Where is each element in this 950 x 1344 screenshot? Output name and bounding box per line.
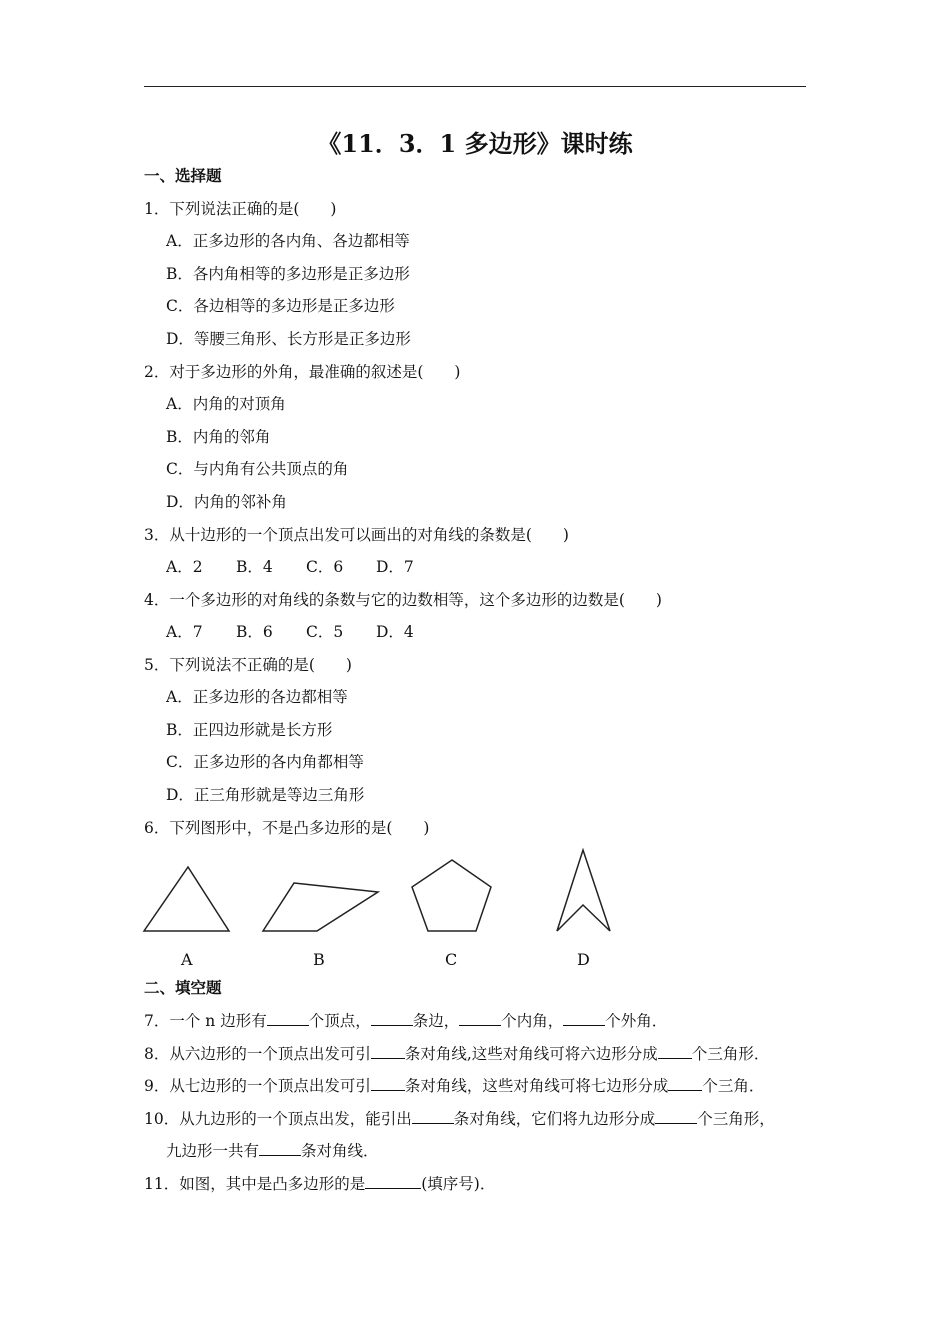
question-1-option-d: D．等腰三角形、长方形是正多边形 [166,330,411,348]
question-6-stem: 6．下列图形中，不是凸多边形的是( ) [144,819,430,837]
question-1-stem: 1．下列说法正确的是( ) [144,200,337,218]
question-7-text-3: 条边， [412,1012,460,1030]
question-10-line-1 [144,1109,775,1129]
question-5-stem: 5．下列说法不正确的是( ) [144,656,352,674]
question-1-option-b: B．各内角相等的多边形是正多边形 [166,265,410,283]
answer-blank[interactable] [371,1011,413,1026]
question-7-text-2: 个顶点， [308,1012,371,1030]
question-5-option-d: D．正三角形就是等边三角形 [166,786,365,804]
question-4-stem: 4．一个多边形的对角线的条数与它的边数相等，这个多边形的边数是( ) [144,591,662,609]
answer-blank[interactable] [658,1044,692,1059]
question-11-text-1: 11．如图，其中是凸多边形的是 [144,1175,366,1193]
answer-blank[interactable] [412,1109,454,1124]
question-7 [144,1011,667,1031]
question-9-text-2: 条对角线，这些对角线可将七边形分成 [404,1077,669,1095]
question-10-text-1: 10．从九边形的一个顶点出发，能引出 [144,1110,412,1128]
question-3-stem: 3．从十边形的一个顶点出发可以画出的对角线的条数是( ) [144,526,569,544]
question-8-text-3: 个三角形． [691,1045,770,1063]
section-heading-fill: 二、填空题 [144,978,222,997]
question-2-stem: 2．对于多边形的外角，最准确的叙述是( ) [144,363,461,381]
figure-b-quadrilateral [263,883,378,931]
question-3-option-b: B．4 [236,558,273,576]
question-11 [144,1174,495,1194]
figure-label-b: B [313,950,325,969]
question-4-option-a: A．7 [166,623,203,641]
answer-blank[interactable] [459,1011,501,1026]
page-title: 《11．3．1 多边形》课时练 [317,129,633,158]
figure-c-pentagon [412,860,491,931]
question-5-option-a: A．正多边形的各边都相等 [166,688,348,706]
answer-blank[interactable] [668,1076,702,1091]
figure-d-arrowhead [557,850,610,931]
question-7-text-5: 个外角． [605,1012,668,1030]
question-10-text-2: 条对角线，它们将九边形分成 [453,1110,656,1128]
question-2-option-d: D．内角的邻补角 [166,493,287,511]
question-1-option-a: A．正多边形的各内角、各边都相等 [166,232,410,250]
question-11-text-2: (填序号)． [421,1175,496,1193]
question-5-option-c: C．正多边形的各内角都相等 [166,753,364,771]
question-3-option-c: C．6 [306,558,344,576]
question-2-option-a: A．内角的对顶角 [166,395,286,413]
question-5-option-b: B．正四边形就是长方形 [166,721,333,739]
answer-blank[interactable] [259,1141,301,1156]
answer-blank[interactable] [371,1044,405,1059]
question-10-text-4: 九边形一共有 [166,1142,260,1160]
question-7-text-1: 7．一个 n 边形有 [144,1012,267,1030]
question-10-text-5: 条对角线． [301,1142,379,1160]
question-9 [144,1076,764,1096]
answer-blank[interactable] [563,1011,605,1026]
question-7-text-4: 个内角， [501,1012,564,1030]
question-9-text-3: 个三角． [702,1077,765,1095]
question-3-option-a: A．2 [166,558,203,576]
figure-label-a: A [181,950,193,969]
figure-label-d: D [577,950,590,969]
question-2-option-b: B．内角的邻角 [166,428,271,446]
figure-label-c: C [445,950,458,969]
question-1-option-c: C．各边相等的多边形是正多边形 [166,297,395,315]
question-4-option-c: C．5 [306,623,344,641]
question-4-option-b: B．6 [236,623,273,641]
answer-blank[interactable] [655,1109,697,1124]
question-8 [144,1044,769,1064]
section-heading-choice: 一、选择题 [144,166,222,185]
question-9-text-1: 9．从七边形的一个顶点出发可引 [144,1077,371,1095]
answer-blank[interactable] [371,1076,405,1091]
answer-blank[interactable] [267,1011,309,1026]
question-2-option-c: C．与内角有公共顶点的角 [166,460,349,478]
question-8-text-1: 8．从六边形的一个顶点出发可引 [144,1045,371,1063]
question-3-option-d: D．7 [376,558,414,576]
answer-blank[interactable] [365,1174,421,1189]
header-rule [144,86,806,87]
question-8-text-2: 条对角线,这些对角线可将六边形分成 [404,1045,658,1063]
question-10-line-2 [166,1141,379,1161]
question-10-text-3: 个三角形， [697,1110,775,1128]
question-4-option-d: D．4 [376,623,414,641]
figure-a-triangle [144,867,229,931]
